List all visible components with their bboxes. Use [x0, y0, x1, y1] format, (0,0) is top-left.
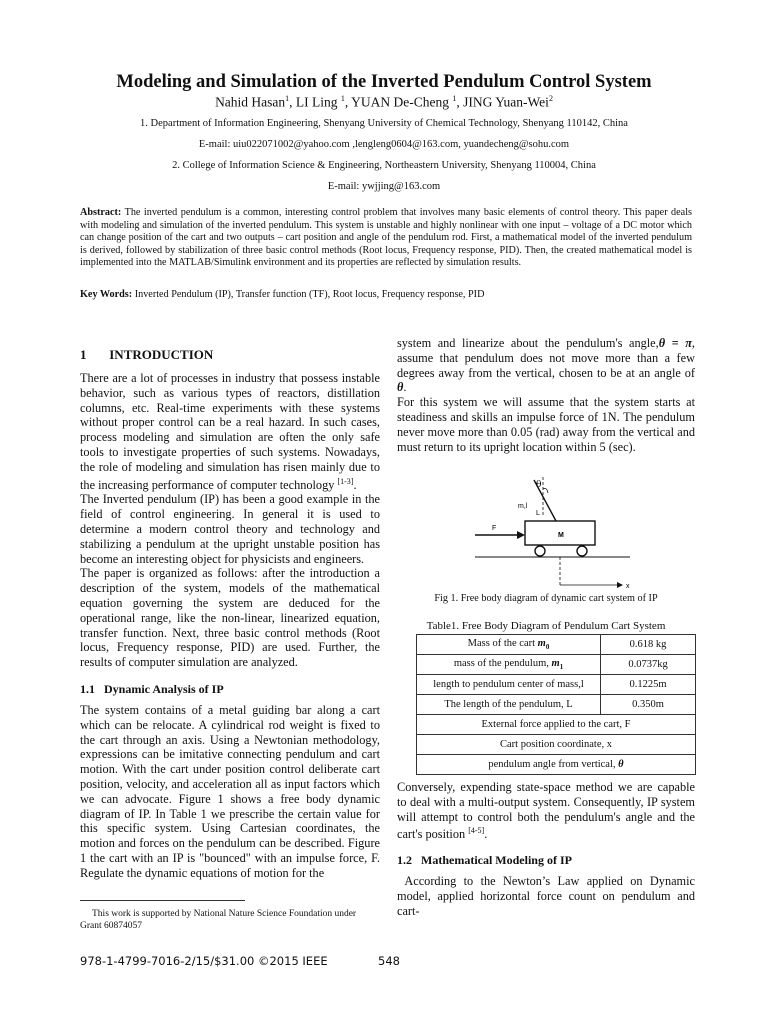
dynamic-analysis-body — [80, 703, 380, 881]
math-theta-pi: θ = π — [658, 336, 692, 350]
paper-title: Modeling and Simulation of the Inverted Pendulum Control System — [116, 72, 652, 92]
author-affiliation-mark: 1 — [452, 94, 457, 103]
theta-arc — [543, 489, 548, 494]
cart-wheel-left — [535, 546, 545, 556]
math-theta: θ — [397, 380, 404, 395]
footnote-divider — [80, 900, 245, 901]
force-label: F — [492, 525, 497, 532]
author-affiliation-mark: 2 — [548, 94, 553, 103]
table-row: mass of the pendulum, $m_1$ 0.0737kg — [417, 655, 696, 675]
table-row: pendulum angle from vertical, θ — [417, 755, 696, 775]
paragraph: For this system we will assume that the system starts at steadiness and skills an impulse force of 1N. The pendulum never move more than 0.05 (rad) away from the vertical and must return to its upright location within 5 (sec). — [397, 395, 695, 454]
free-body-diagram — [470, 475, 640, 595]
mass-length-label: m,l — [518, 503, 528, 510]
keywords-label: Key Words: — [80, 289, 133, 300]
author: LI Ling — [295, 94, 341, 110]
table-caption: Table1. Free Body Diagram of Pendulum Cart System — [426, 620, 666, 632]
citation: [1-3] — [337, 476, 354, 486]
footnote: This work is supported by National Nature Science Foundation under Grant 60874057 — [80, 909, 357, 931]
table-row: length to pendulum center of mass,l 0.1225m — [417, 675, 696, 695]
state-space-paragraph: Conversely, expending state-space method we are capable to deal with a multi-output system. Consequently, IP system will attempt to control both the pendulum's angle and the cart's position [4-5]. — [397, 780, 695, 842]
theta-label: θ — [536, 480, 542, 490]
x-axis-arrowhead — [617, 582, 623, 588]
introduction-body — [80, 371, 380, 670]
isbn-copyright: 978-1-4799-7016-2/15/$31.00 ©2015 IEEE — [80, 954, 328, 968]
author: YUAN De-Cheng — [351, 94, 453, 110]
abstract-label: Abstract: — [80, 207, 122, 218]
paragraph: The paper is organized as follows: after the introduction a description of the system, models of the mathematical equation governing the system are deduced for the operational range, like the non-linear, linearized equation, transfer function. Next, three basic control methods (Root locus, Frequency response, PID) are used. Further, the results of computer simulation are analyzed. — [80, 566, 380, 670]
paragraph: The Inverted pendulum (IP) has been a good example in the field of control engineering. In general it is used to determine a modern control theory and technology and stabilizing a pendulum at the upright unstable position has become an interesting object for physicists and engineers. — [80, 492, 380, 566]
affiliation-1: 1. Department of Information Engineering, Shenyang University of Chemical Technology, Shenyang 110142, China — [140, 118, 628, 129]
abstract-text: The inverted pendulum is a common, interesting control problem that involves many basic elements of control theory. This paper deals with modeling and simulation of the inverted pendulum. This system is unstable and highly nonlinear with one input – voltage of a DC motor which can change position of the cart and two outputs – cart position and angle of the pendulum rod. First, a mathematical model of the inverted pendulum is derived, followed by stabilization of three basic control methods (Root locus, Frequency response, PID). Then, the created mathematical model is implemented into the MATLAB/Simulink environment and its properties are reflected by simulation results. — [80, 207, 692, 268]
author: Nahid Hasan — [215, 94, 286, 110]
table-row: External force applied to the cart, F — [417, 715, 696, 735]
author-affiliation-mark: 1 — [285, 94, 290, 103]
table-row: The length of the pendulum, L 0.350m — [417, 695, 696, 715]
length-label: L — [536, 510, 540, 517]
section-heading-dynamic-analysis: 1.1 Dynamic Analysis of IP — [80, 682, 224, 696]
force-arrowhead — [517, 531, 525, 539]
section-heading-mathematical-modeling: 1.2 Mathematical Modeling of IP — [397, 853, 572, 867]
author-affiliation-mark: 1 — [340, 94, 345, 103]
keywords — [80, 289, 692, 300]
right-column-intro — [397, 336, 695, 454]
citation: [4-5] — [468, 826, 485, 836]
x-label: x — [626, 583, 630, 590]
cart-mass-label: M — [558, 532, 564, 539]
keywords-text: Inverted Pendulum (IP), Transfer function (TF), Root locus, Frequency response, PID — [132, 289, 485, 300]
email-1: E-mail: uiu022071002@yahoo.com ,lengleng0604@163.com, yuandecheng@sohu.com — [198, 139, 570, 150]
author-list: Nahid Hasan$^1$, LI Ling $^1$, YUAN De-Cheng $^1$, JING Yuan-Wei$^2$ — [215, 94, 553, 110]
paragraph: The system contains of a metal guiding bar along a cart which can be relocate. A cylindrical rod weight is fixed to the cart through an axis. Using a Newtonian methodology, expressions can be imitative connecting pendulum and cart motion. With the cart under position control deliberate cart position, velocity, and acceleration all as input factors which we can advocate. Figure 1 shows a free body dynamic diagram of IP. In Table 1 we prescribe the certain value for this specific system. Using Cartesian coordinates, the motion and forces on the pendulum can be described. Figure 1 the cart with an IP is "bounced" with an impulse force, F. Regulate the dynamic equations of motion for the — [80, 703, 380, 880]
table-row: Mass of the cart $m_0$ 0.618 kg — [417, 635, 696, 655]
mathematical-modeling-body: According to the Newton’s Law applied on Dynamic model, applied horizontal force count on pendulum and cart- — [397, 874, 699, 918]
abstract — [80, 207, 692, 270]
table-row: Cart position coordinate, x — [417, 735, 696, 755]
page-number: 548 — [378, 954, 400, 968]
paragraph: There are a lot of processes in industry that possess instable behavior, such as various types of reactors, distillation columns, etc. Real-time experiments with these systems without proper control can be a real hazard. In such cases, process modeling and simulation are often the only safe tools to investigate properties of such systems. Nowadays, the role of modeling and simulation has risen mainly due to the increasing performance of computer technology [1-3]. — [80, 371, 380, 492]
figure-caption: Fig 1. Free body diagram of dynamic cart system of IP — [434, 593, 658, 604]
cart-wheel-right — [577, 546, 587, 556]
paragraph: system and linearize about the pendulum's angle,θ = π, assume that pendulum does not move more than a few degrees away from the vertical, chosen to be at an angle of θ. — [397, 336, 695, 395]
author: JING Yuan-Wei — [463, 94, 549, 110]
email-2: E-mail: ywjjing@163.com — [327, 181, 441, 192]
parameter-table — [416, 634, 696, 775]
section-heading-introduction: 1 INTRODUCTION — [80, 347, 214, 362]
affiliation-2: 2. College of Information Science & Engineering, Northeastern University, Shenyang 110004, China — [172, 160, 596, 171]
